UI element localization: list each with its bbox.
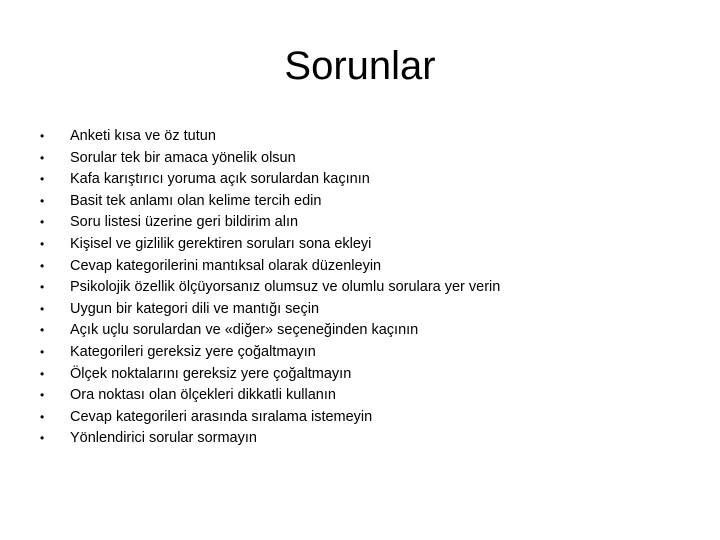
bullet-item	[40, 277, 700, 299]
bullet-dot-icon: •	[40, 323, 45, 338]
bullet-dot-icon: •	[40, 388, 45, 403]
bullet-dot-icon: •	[40, 280, 45, 295]
bullet-dot-icon: •	[40, 409, 45, 424]
bullet-text: Ölçek noktalarını gereksiz yere çoğaltmayın	[70, 365, 352, 382]
bullet-dot-icon: •	[40, 129, 45, 143]
bullet-item	[40, 169, 700, 191]
bullet-text: Psikolojik özellik ölçüyorsanız olumsuz ve olumlu sorulara yer verin	[70, 279, 501, 296]
bullet-item	[40, 407, 700, 429]
bullet-dot-icon: •	[40, 258, 45, 273]
bullet-item	[40, 126, 700, 148]
bullet-item	[40, 256, 700, 278]
bullet-dot-icon: •	[40, 366, 45, 381]
bullet-text: Ora noktası olan ölçekleri dikkatli kullanın	[70, 387, 336, 404]
bullet-dot-icon: •	[40, 431, 45, 446]
bullet-dot-icon: •	[40, 172, 45, 187]
bullet-dot-icon: •	[40, 150, 45, 165]
bullet-item	[40, 320, 700, 342]
bullet-item	[40, 385, 700, 407]
bullet-item	[40, 234, 700, 256]
bullet-text: Soru listesi üzerine geri bildirim alın	[70, 214, 299, 231]
bullet-dot-icon: •	[40, 344, 45, 359]
bullet-text: Kategorileri gereksiz yere çoğaltmayın	[70, 343, 316, 360]
bullet-text: Basit tek anlamı olan kelime tercih edin	[70, 192, 322, 209]
bullet-text: Kişisel ve gizlilik gerektiren soruları sona ekleyi	[70, 235, 372, 252]
bullet-text: Cevap kategorileri arasında sıralama istemeyin	[70, 408, 373, 425]
bullet-text: Cevap kategorilerini mantıksal olarak düzenleyin	[70, 257, 382, 274]
bullet-dot-icon: •	[40, 236, 45, 251]
bullet-item	[40, 428, 700, 450]
bullet-item	[40, 191, 700, 213]
bullet-list	[40, 126, 700, 450]
bullet-item	[40, 342, 700, 364]
bullet-text: Anketi kısa ve öz tutun	[70, 128, 216, 144]
bullet-text: Açık uçlu sorulardan ve «diğer» seçeneğinden kaçının	[70, 322, 419, 339]
bullet-item	[40, 148, 700, 170]
bullet-text: Uygun bir kategori dili ve mantığı seçin	[70, 300, 320, 317]
slide-title: Sorunlar	[284, 44, 436, 88]
bullet-text: Yönlendirici sorular sormayın	[70, 430, 257, 447]
bullet-dot-icon: •	[40, 301, 45, 316]
bullet-text: Sorular tek bir amaca yönelik olsun	[70, 149, 296, 166]
bullet-dot-icon: •	[40, 193, 45, 208]
bullet-text: Kafa karıştırıcı yoruma açık sorulardan kaçının	[70, 171, 370, 188]
bullet-item	[40, 299, 700, 321]
bullet-item	[40, 364, 700, 386]
bullet-dot-icon: •	[40, 215, 45, 230]
bullet-item	[40, 212, 700, 234]
